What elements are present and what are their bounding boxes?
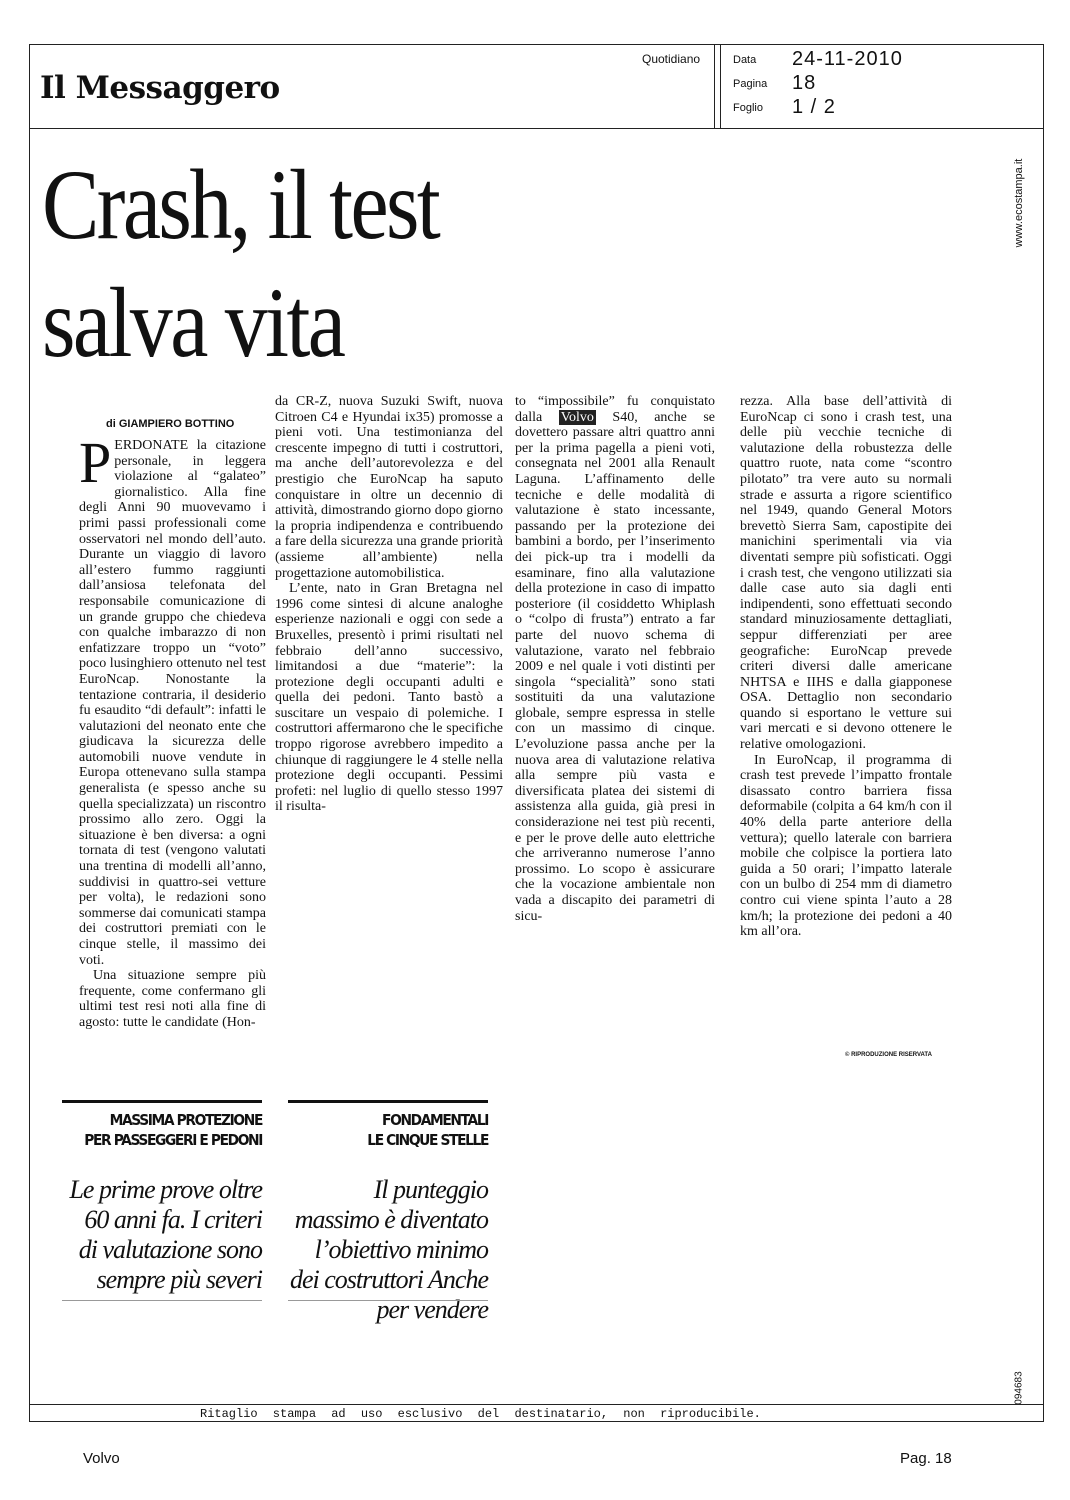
headline-line-2: salva vita: [42, 267, 344, 378]
article-column-4: [740, 394, 952, 940]
periodicity-label: Quotidiano: [642, 52, 701, 66]
article-headline: [42, 146, 438, 382]
highlight-box-text: Le prime prove oltre 60 anni fa. I criteri di valutazione sono sempre più severi: [69, 1175, 262, 1294]
paragraph: In EuroNcap, il programma di crash test prevede l’impatto frontale disassato contro barriera fissa deformabile (colpita a 64 km/h con il 40% della parte anteriore della vettura); quello laterale con barriera mobile che colpisce la portiera lato guida a 50 orari; l’impatto laterale con un bulbo di 254 mm di diametro contro cui viene spinta l’auto a 28 km/h; la protezione dei pedoni a 40 km all’ora.: [740, 752, 952, 940]
header-divider: [29, 128, 1044, 129]
highlighted-brand: Volvo: [560, 409, 594, 425]
page-label: Pagina: [733, 78, 768, 90]
clipping-code: 094683: [1013, 1371, 1025, 1405]
sheet-value: 1 / 2: [792, 96, 836, 118]
date-label: Data: [733, 54, 757, 66]
newspaper-masthead: Il Messaggero: [40, 70, 280, 106]
paragraph: da CR-Z, nuova Suzuki Swift, nuova Citroen C4 e Hyundai ix35) promosse a pieni voti. Una testimonianza del crescente impegno di tutti i costruttori, ma anche dell’autorevolezza e del prestigio che EuroNcap ha saputo conquistare in oltre un decennio di attività, dimostrando giorno dopo giorno la propria indipendenza e contribuendo a fare della sicurezza una grande priorità (assieme all’ambiente) nella progettazione automobilistica.: [275, 394, 503, 581]
paragraph: Una situazione sempre più frequente, come confermano gli ultimi test resi noti alla fine di agosto: tutte le candidate (Hon-: [79, 968, 266, 1030]
drop-cap: P: [79, 430, 112, 495]
byline: di GIAMPIERO BOTTINO: [106, 418, 235, 430]
box-bottom-rule: [288, 1300, 488, 1301]
copyright-notice: © RIPRODUZIONE RISERVATA: [845, 1052, 932, 1058]
page-value: 18: [792, 72, 817, 94]
source-url: www.ecostampa.it: [1013, 158, 1025, 248]
client-name: Volvo: [83, 1450, 120, 1467]
headline-line-1: Crash, il test: [42, 149, 439, 260]
highlight-box-text: Il punteggio massimo è diventato l’obiettivo minimo dei costruttori Anche per vendere: [289, 1175, 488, 1324]
paragraph-text: to “impossibile” fu conquistato dalla: [515, 394, 715, 425]
paragraph: L’ente, nato in Gran Bretagna nel 1996 come sintesi di alcune analoghe esperienze nazionali e oggi con sede a Bruxelles, presentò i primi risultati nel febbraio dell’anno successivo, limitandosi a due “materie”: la protezione degli occupanti adulti e quella dei pedoni. Tanto bastò a suscitare un vespaio di polemiche. I costruttori affermarono che le specifiche troppo rigorose avrebbero impedito a chiunque di raggiungere le 4 stelle nella protezione degli occupanti. Pessimi profeti: nel luglio di quello stesso 1997 il risulta-: [275, 581, 503, 815]
paragraph-text: S40, anche se dovettero passare altri quattro anni per la prima pagella a pieni voti, consegnata nel 2001 alla Renault Laguna. L’affinamento delle tecniche e delle modalità di valutazione è stato incessante, passando per la protezione dei bambini a bordo, per l’inserimento dei pick-up tra i modelli da esaminare, fino alla valutazione della protezione in caso di impatto posteriore (il cosiddetto Whiplash o “colpo di frusta”) entrato a far parte del nuovo schema di valutazione, varato nel febbraio 2009 e nel quale i voti distinti per singola “specialità” sono stati sostituiti da una valutazione globale, sempre espressa in stelle con un massimo di cinque. L’evoluzione passa anche per la nuova area di valutazione relativa alla sempre più vasta e diversificata platea dei sistemi di assistenza alla guida, già presi in considerazione nei test più recenti, e per le prove delle auto elettriche che arriveranno numerose l’anno prossimo. Lo scopo è assicurare che la vocazione ambientale non vada a discapito dei parametri di sicu-: [515, 409, 716, 924]
clipping-disclaimer: Ritaglio stampa ad uso esclusivo del destinatario, non riproducibile.: [200, 1407, 761, 1421]
sheet-label: Foglio: [733, 102, 763, 114]
article-column-1: [79, 430, 266, 1031]
paragraph: rezza. Alla base dell’attività di EuroNcap ci sono i crash test, una delle più vecchie tecniche di valutazione della robustezza delle quattro ruote, nata come “scontro pilotato” tra vere auto su normali strade e assurta a rigore scientifico nel 1949, quando General Motors brevettò Sierra Sam, capostipite dei manichini sperimentali via via diventati sempre più sofisticati. Oggi i crash test, che vengono utilizzati sia dalle case auto sia dagli enti indipendenti, sono effettuati secondo standard minuziosamente dettagliati, seppur differenziati per aree geografiche: EuroNcap prevede criteri diversi dalle americane NHTSA e IIHS e dalla giapponese OSA. Dettaglio non secondario quando si esportano le vetture sui vari mercati e si devono ottenere le relative omologazioni.: [740, 394, 952, 753]
box-top-rule: [62, 1100, 262, 1103]
article-column-2: [275, 394, 503, 815]
article-column-3: [515, 394, 715, 924]
date-value: 24-11-2010: [792, 48, 903, 70]
box-bottom-rule: [62, 1300, 262, 1301]
header-separator: [720, 44, 721, 128]
page-number: Pag. 18: [900, 1450, 952, 1467]
box-top-rule: [288, 1100, 488, 1103]
paragraph: ERDONATE la citazione personale, in leggera violazione al “galateo” giornalistico. Alla fine degli Anni 90 muovevamo i primi passi professionali come osservatori nel mondo dell’auto. Durante un viaggio di lavoro all’estero fummo raggiunti dall’ansiosa telefonata del responsabile comunicazione di un grande gruppo che chiedeva con qualche imbarazzo di non enfatizzare troppo un “voto” poco lusinghiero ottenuto nel test EuroNcap. Nonostante la tentazione contraria, il desiderio fu esaudito “di default”: infatti le valutazioni del neonato ente che giudicava la sicurezza delle automobili nuove vendute in Europa ottenevano sulla stampa generalista (e spesso anche su quella specializzata) un riscontro prossimo allo zero. Oggi la situazione è ben diversa: a ogni tornata di test (vengono valutati una trentina di modelli all’anno, suddivisi in quattro-sei vetture per volta), le redazioni sono sommerse dai comunicati stampa dei costruttori premiati con le cinque stelle, il massimo dei voti.: [79, 438, 266, 968]
highlight-box-kicker: FONDAMENTALI LE CINQUE STELLE: [367, 1111, 488, 1149]
header-separator: [714, 44, 715, 128]
highlight-box-kicker: MASSIMA PROTEZIONE PER PASSEGGERI E PEDONI: [84, 1111, 262, 1149]
footer-divider: [29, 1404, 1044, 1405]
